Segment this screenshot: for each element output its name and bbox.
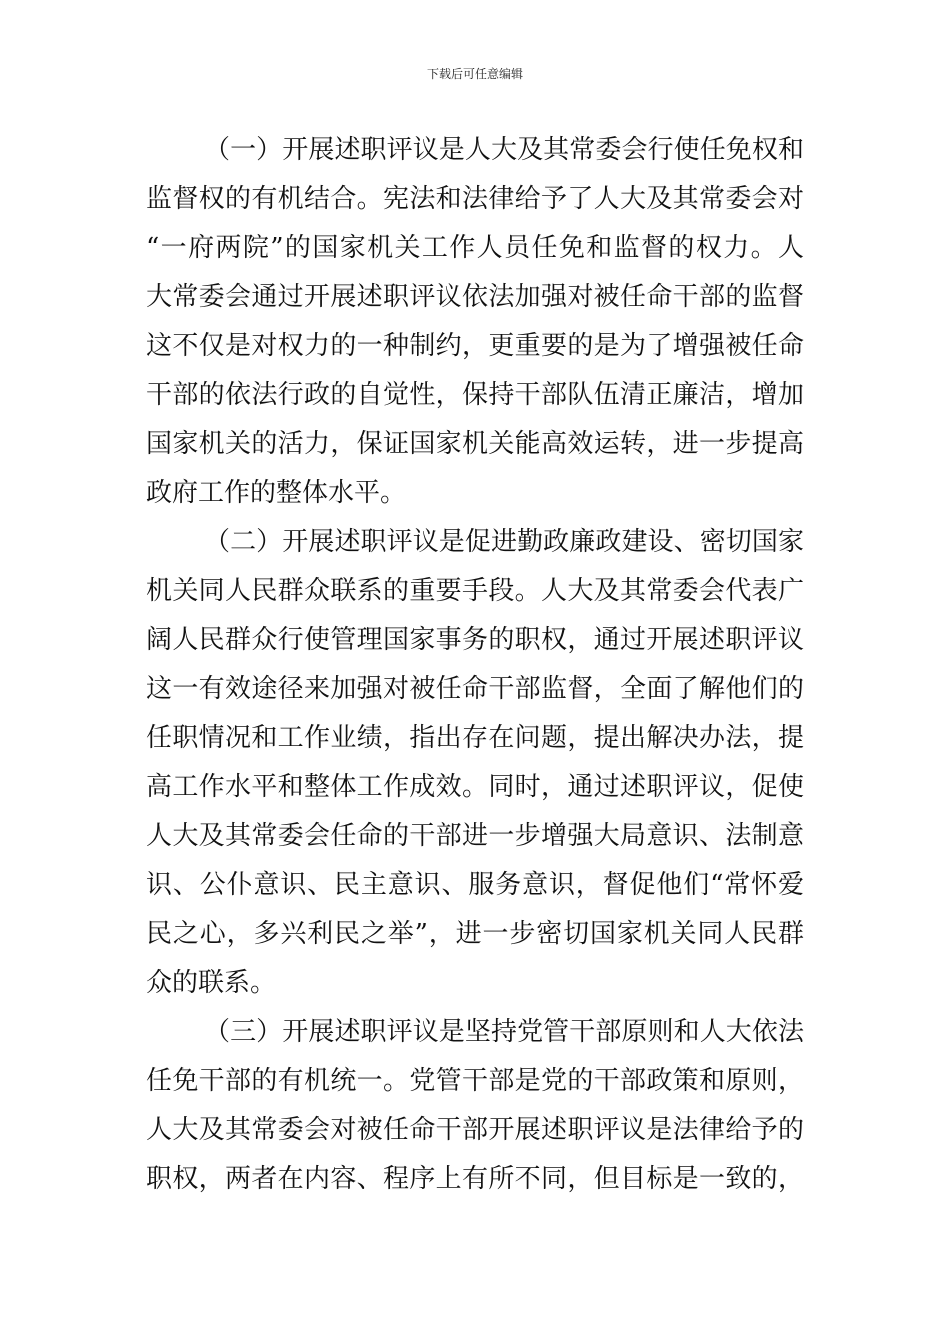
text-line: 众的联系。: [146, 968, 277, 998]
text-line: 阔人民群众行使管理国家事务的职权，通过开展述职评议: [146, 625, 804, 655]
text-line: 民之心，多兴利民之举”，进一步密切国家机关同人民群: [146, 919, 804, 949]
text-line: （二）开展述职评议是促进勤政廉政建设、密切国家: [204, 527, 804, 557]
text-line: 监督权的有机结合。宪法和法律给予了人大及其常委会对: [146, 184, 804, 214]
paragraph: [146, 1008, 804, 1204]
text-line: 人大及其常委会任命的干部进一步增强大局意识、法制意: [146, 821, 804, 851]
text-line: （三）开展述职评议是坚持党管干部原则和人大依法: [204, 1017, 804, 1047]
text-line: 识、公仆意识、民主意识、服务意识，督促他们“常怀爱: [146, 870, 804, 900]
text-line: 职权，两者在内容、程序上有所不同，但目标是一致的，: [146, 1164, 804, 1194]
text-line: （一）开展述职评议是人大及其常委会行使任免权和: [204, 135, 804, 165]
text-line: 大常委会通过开展述职评议依法加强对被任命干部的监督: [146, 282, 804, 312]
text-line: 干部的依法行政的自觉性，保持干部队伍清正廉洁，增加: [146, 380, 804, 410]
paragraph: [146, 518, 804, 1008]
document-body: [146, 126, 804, 1204]
text-line: 人大及其常委会对被任命干部开展述职评议是法律给予的: [146, 1115, 804, 1145]
paragraph: [146, 126, 804, 518]
text-line: 这不仅是对权力的一种制约，更重要的是为了增强被任命: [146, 331, 804, 361]
page-header: 下载后可任意编辑: [426, 67, 523, 81]
text-line: 政府工作的整体水平。: [146, 478, 407, 508]
text-line: 任职情况和工作业绩，指出存在问题，提出解决办法，提: [146, 723, 804, 753]
text-line: 高工作水平和整体工作成效。同时，通过述职评议，促使: [146, 772, 804, 802]
text-line: 任免干部的有机统一。党管干部是党的干部政策和原则，: [146, 1066, 804, 1096]
text-line: 机关同人民群众联系的重要手段。人大及其常委会代表广: [146, 576, 804, 606]
text-line: 这一有效途径来加强对被任命干部监督，全面了解他们的: [146, 674, 804, 704]
text-line: 国家机关的活力，保证国家机关能高效运转，进一步提高: [146, 429, 804, 459]
text-line: “一府两院”的国家机关工作人员任免和监督的权力。人: [146, 233, 804, 263]
